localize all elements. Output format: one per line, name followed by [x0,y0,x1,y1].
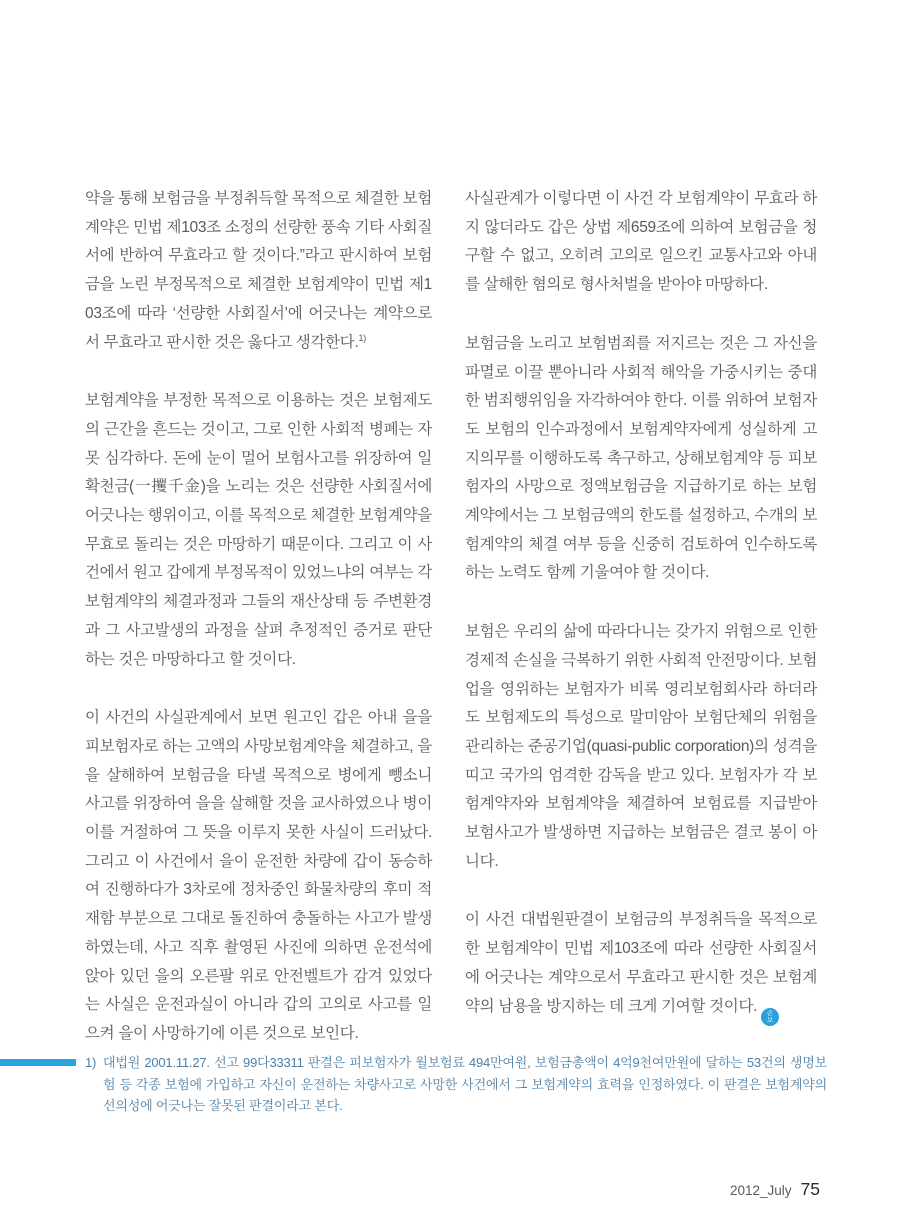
paragraph: 보험금을 노리고 보험범죄를 저지르는 것은 그 자신을 파멸로 이끌 뿐아니라 사회적 해악을 가중시키는 중대한 범죄행위임을 자각하여야 한다. 이를 위하여 보험자도 보험의 인수과정에서 보험계약자에게 성실하게 고지의무를 이행하도록 촉구하고, 상해보험계약 등 피보험자의 사망으로 정액보험금을 지급하기로 하는 보험계약에서는 그 보험금액의 한도를 설정하고, 수개의 보험계약의 체결 여부 등을 신중히 검토하여 인수하도록 하는 노력도 함께 기울여야 할 것이다. [465,334,817,582]
paragraph: 보험계약을 부정한 목적으로 이용하는 것은 보험제도의 근간을 흔드는 것이고, 그로 인한 사회적 병폐는 자못 심각하다. 돈에 눈이 멀어 보험사고를 위장하여 일확천금(一攫千金)을 노리는 것은 선량한 사회질서에 어긋나는 행위이고, 이를 목적으로 체결한 보험계약을 무효로 돌리는 것은 마땅하기 때문이다. 그리고 이 사건에서 원고 갑에게 부정목적이 있었느냐의 여부는 각 보험계약의 체결과정과 그들의 재산상태 등 주변환경과 그 사고발생의 과정을 살펴 추정적인 증거로 판단하는 것은 마땅하다고 할 것이다. [85,392,432,668]
article-end-logo-icon [761,1008,779,1026]
footer-page-number: 75 [800,1179,820,1199]
paragraph [465,906,817,1025]
footnote [85,1052,827,1117]
footnote-text: 대법원 2001.11.27. 선고 99다33311 판결은 피보험자가 월보험료 494만여원, 보험금총액이 4억9천여만원에 달하는 53건의 생명보험 등 각종 보험에 가입하고 자신이 운전하는 차량사고로 사망한 사건에서 그 보험계약의 효력을 인정하였다. 이 판결은 보험계약의 선의성에 어긋나는 잘못된 판결이라고 본다. [103,1055,827,1113]
paragraph-text: 약을 통해 보험금을 부정취득할 목적으로 체결한 보험계약은 민법 제103조 소정의 선량한 풍속 기타 사회질서에 반하여 무효라고 할 것이다.”라고 판시하여 보험금을 노린 부정목적으로 체결한 보험계약이 민법 제103조에 따라 ‘선량한 사회질서’에 어긋나는 계약으로서 무효라고 판시한 것은 옳다고 생각한다. [85,190,432,351]
paragraph: 이 사건의 사실관계에서 보면 원고인 갑은 아내 을을 피보험자로 하는 고액의 사망보험계약을 체결하고, 을을 살해하여 보험금을 타낼 목적으로 병에게 뺑소니 사고를 위장하여 을을 살해할 것을 교사하였으나 병이 이를 거절하여 그 뜻을 이루지 못한 사실이 드러났다. 그리고 이 사건에서 을이 운전한 차량에 갑이 동승하여 진행하다가 3차로에 정차중인 화물차량의 후미 적재함 부분으로 그대로 돌진하여 충돌하는 사고가 발생하였는데, 사고 직후 촬영된 사진에 의하면 운전석에 앉아 있던 을의 오른팔 위로 안전벨트가 감겨 있었다는 사실은 운전과실이 아니라 갑의 고의로 사고를 일으켜 을이 사망하기에 이른 것으로 보인다. [85,709,432,1042]
article-end-logo-text: 손 [767,1009,774,1017]
paragraph: 사실관계가 이렇다면 이 사건 각 보험계약이 무효라 하지 않더라도 갑은 상법 제659조에 의하여 보험금을 청구할 수 없고, 오히려 고의로 일으킨 교통사고와 아내를 살해한 혐의로 형사처벌을 받아야 마땅하다. [465,190,817,294]
page-footer [730,1179,820,1200]
paragraph: 보험은 우리의 삶에 따라다니는 갖가지 위험으로 인한 경제적 손실을 극복하기 위한 사회적 안전망이다. 보험업을 영위하는 보험자가 비록 영리보험회사라 하더라도 보험제도의 특성으로 말미암아 보험단체의 위험을 관리하는 준공기업(quasi-public corporation)의 성격을 띠고 국가의 엄격한 감독을 받고 있다. 보험자가 각 보험계약자와 보험계약을 체결하여 보험료를 지급받아 보험사고가 발생하면 지급하는 보험금은 결코 봉이 아니다. [465,623,817,870]
paragraph-text: 이 사건 대법원판결이 보험금의 부정취득을 목적으로 한 보험계약이 민법 제103조에 따라 선량한 사회질서에 어긋나는 계약으로서 무효라고 판시한 것은 보험계약의 남용을 방지하는 데 크게 기여할 것이다. [465,911,817,1015]
footer-issue-label: 2012_July [729,1183,792,1198]
footnote-reference: 1) [358,332,366,343]
footnote-accent-bar [0,1059,76,1066]
paragraph [85,185,432,357]
article-end-logo-text: 보 [767,1016,774,1024]
right-column [465,185,817,1056]
footnote-marker: 1) [85,1055,97,1070]
left-column [85,185,432,1079]
